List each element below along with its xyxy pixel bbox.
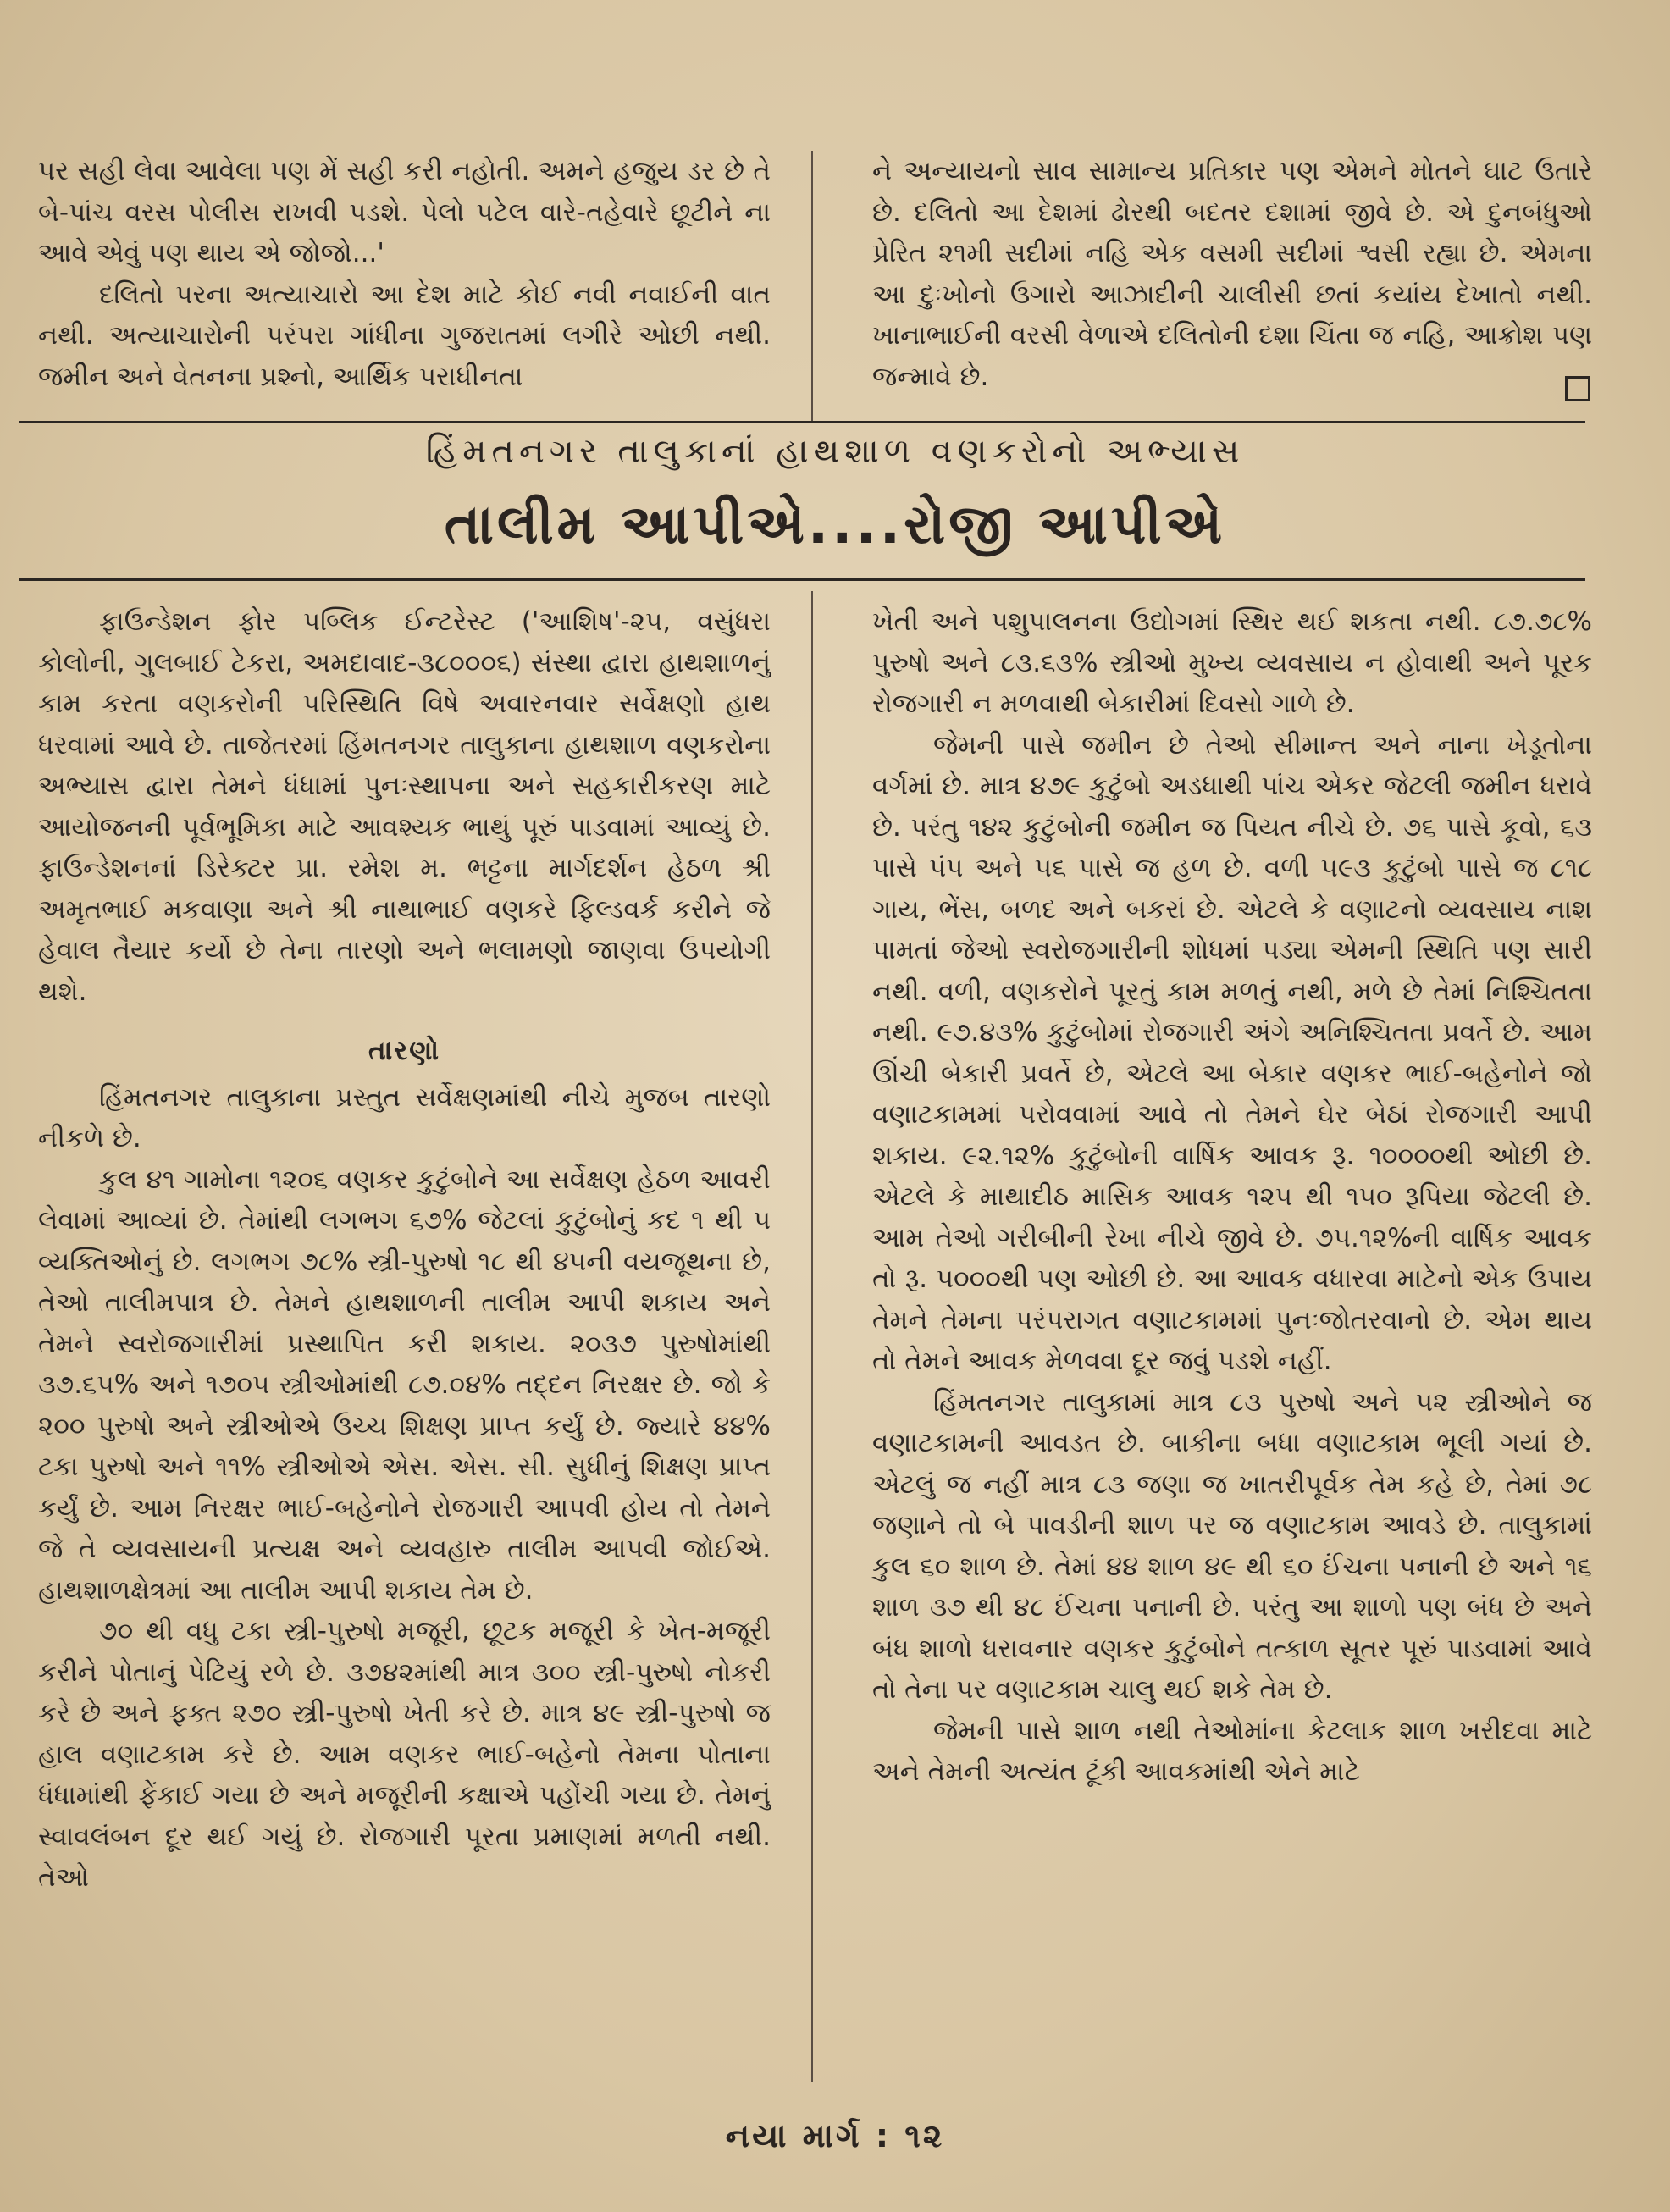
page-footer: નયા માર્ગ : ૧૨ (725, 2117, 945, 2154)
article-paragraph: જેમની પાસે શાળ નથી તેઓમાંના કેટલાક શાળ ખરીદવા માટે અને તેમની અત્યંત ટૂંકી આવકમાંથી એને માટે (872, 1715, 1592, 1787)
findings-paragraph: ૭૦ થી વધુ ટકા સ્ત્રી-પુરુષો મજૂરી, છૂટક મજૂરી કે ખેત-મજૂરી કરીને પોતાનું પેટિયું રળે છે. ૩૭૪૨માંથી માત્ર ૩૦૦ સ્ત્રી-પુરુષો નોકરી કરે છે અને ફક્ત ૨૭૦ સ્ત્રી-પુરુષો ખેતી કરે છે. માત્ર ૪૯ સ્ત્રી-પુરુષો જ હાલ વણાટકામ કરે છે. આમ વણકર ભાઈ-બહેનો તેમના પોતાના ધંધામાંથી ફેંકાઈ ગયા છે અને મજૂરીની કક્ષાએ પહોંચી ગયા છે. તેમનું સ્વાવલંબન દૂર થઈ ગયું છે. રોજગારી પૂરતા પ્રમાણમાં મળતી નથી. તેઓ (38, 1616, 771, 1893)
section-heading: તારણો (368, 1036, 440, 1066)
previous-article-paragraph: પર સહી લેવા આવેલા પણ મેં સહી કરી નહોતી. અમને હજુય ડર છે તે બે-પાંચ વરસ પોલીસ રાખવી પડશે. પેલો પટેલ વારે-તહેવારે છૂટીને ના આવે એવું પણ થાય એ જોજો...' (38, 156, 771, 268)
article-paragraph: ખેતી અને પશુપાલનના ઉદ્યોગમાં સ્થિર થઈ શકતા નથી. ૮૭.૭૮% પુરુષો અને ૮૩.૬૩% સ્ત્રીઓ મુખ્ય વ્યવસાય ન હોવાથી અને પૂરક રોજગારી ન મળવાથી બેકારીમાં દિવસો ગાળે છે. (872, 606, 1592, 719)
column-divider (811, 151, 813, 421)
article-title: તાલીમ આપીએ....રોજી આપીએ (444, 494, 1226, 556)
section-divider (19, 578, 1585, 581)
article-left-column (38, 601, 771, 1899)
article-paragraph: હિંમતનગર તાલુકામાં માત્ર ૮૩ પુરુષો અને ૫૨ સ્ત્રીઓને જ વણાટકામની આવડત છે. બાકીના બધા વણાટકામ ભૂલી ગયાં છે. એટલું જ નહીં માત્ર ૮૩ જણા જ ખાતરીપૂર્વક તેમ કહે છે, તેમાં ૭૮ જણાને તો બે પાવડીની શાળ પર જ વણાટકામ આવડે છે. તાલુકામાં કુલ ૬૦ શાળ છે. તેમાં ૪૪ શાળ ૪૯ થી ૬૦ ઈંચના પનાની છે અને ૧૬ શાળ ૩૭ થી ૪૮ ઈંચના પનાની છે. પરંતુ આ શાળો પણ બંધ છે અને બંધ શાળો ધરાવનાર વણકર કુટુંબોને તત્કાળ સૂતર પૂરું પાડવામાં આવે તો તેના પર વણાટકામ ચાલુ થઈ શકે તેમ છે. (872, 1386, 1592, 1705)
previous-article-right-column (872, 151, 1592, 397)
previous-article-left-column (38, 151, 771, 397)
previous-article-paragraph: દલિતો પરના અત્યાચારો આ દેશ માટે કોઈ નવી નવાઈની વાત નથી. અત્યાચારોની પરંપરા ગાંધીના ગુજરાતમાં લગીરે ઓછી નથી. જમીન અને વેતનના પ્રશ્નો, આર્થિક પરાધીનતા (38, 279, 771, 392)
article-paragraph: ફાઉન્ડેશન ફોર પબ્લિક ઈન્ટરેસ્ટ ('આશિષ'-૨૫, વસુંધરા કોલોની, ગુલબાઈ ટેકરા, અમદાવાદ-૩૮૦૦૦૬) સંસ્થા દ્વારા હાથશાળનું કામ કરતા વણકરોની પરિસ્થિતિ વિષે અવારનવાર સર્વેક્ષણો હાથ ધરવામાં આવે છે. તાજેતરમાં હિંમતનગર તાલુકાના હાથશાળ વણકરોના અભ્યાસ દ્વારા તેમને ધંધામાં પુનઃસ્થાપના અને સહકારીકરણ માટે આયોજનની પૂર્વભૂમિકા માટે આવશ્યક ભાથું પૂરું પાડવામાં આવ્યું છે. ફાઉન્ડેશનનાં ડિરેક્ટર પ્રા. રમેશ મ. ભટ્ટના માર્ગદર્શન હેઠળ શ્રી અમૃતભાઈ મકવાણા અને શ્રી નાથાભાઈ વણકરે ફિલ્ડવર્ક કરીને જે હેવાલ તૈયાર કર્યો છે તેના તારણો અને ભલામણો જાણવા ઉપયોગી થશે. (38, 606, 771, 1007)
section-divider (19, 421, 1585, 423)
previous-article-paragraph: ને અન્યાયનો સાવ સામાન્ય પ્રતિકાર પણ એમને મોતને ઘાટ ઉતારે છે. દલિતો આ દેશમાં ઢોરથી બદતર દશામાં જીવે છે. એ દુનબંધુઓ પ્રેરિત ૨૧મી સદીમાં નહિ એક વસમી સદીમાં શ્વસી રહ્યા છે. એમના આ દુઃખોનો ઉગારો આઝાદીની ચાલીસી છતાં કયાંય દેખાતો નથી. ખાનાભાઈની વરસી વેળાએ દલિતોની દશા ચિંતા જ નહિ, આક્રોશ પણ જન્માવે છે. (872, 156, 1592, 392)
article-subtitle: હિંમતનગર તાલુકાનાં હાથશાળ વણકરોનો અભ્યાસ (425, 432, 1245, 471)
article-end-mark-icon (1565, 376, 1590, 401)
findings-paragraph: હિંમતનગર તાલુકાના પ્રસ્તુત સર્વેક્ષણમાંથી નીચે મુજબ તારણો નીકળે છે. (38, 1081, 771, 1153)
article-right-column (872, 601, 1592, 1793)
column-divider (811, 591, 813, 2082)
findings-paragraph: કુલ ૪૧ ગામોના ૧૨૦૬ વણકર કુટુંબોને આ સર્વેક્ષણ હેઠળ આવરી લેવામાં આવ્યાં છે. તેમાંથી લગભગ ૬૭% જેટલાં કુટુંબોનું કદ ૧ થી ૫ વ્યક્તિઓનું છે. લગભગ ૭૮% સ્ત્રી-પુરુષો ૧૮ થી ૪૫ની વયજૂથના છે, તેઓ તાલીમપાત્ર છે. તેમને હાથશાળની તાલીમ આપી શકાય અને તેમને સ્વરોજગારીમાં પ્રસ્થાપિત કરી શકાય. ૨૦૩૭ પુરુષોમાંથી ૩૭.૬૫% અને ૧૭૦૫ સ્ત્રીઓમાંથી ૮૭.૦૪% તદ્દન નિરક્ષર છે. જો કે ૨૦૦ પુરુષો અને સ્ત્રીઓએ ઉચ્ચ શિક્ષણ પ્રાપ્ત કર્યું છે. જ્યારે ૪૪% ટકા પુરુષો અને ૧૧% સ્ત્રીઓએ એસ. એસ. સી. સુધીનું શિક્ષણ પ્રાપ્ત કર્યું છે. આમ નિરક્ષર ભાઈ-બહેનોને રોજગારી આપવી હોય તો તેમને જે તે વ્યવસાયની પ્રત્યક્ષ અને વ્યવહારુ તાલીમ આપવી જોઈએ. હાથશાળક્ષેત્રમાં આ તાલીમ આપી શકાય તેમ છે. (38, 1164, 771, 1606)
article-paragraph: જેમની પાસે જમીન છે તેઓ સીમાન્ત અને નાના ખેડૂતોના વર્ગમાં છે. માત્ર ૪૭૯ કુટુંબો અડધાથી પાંચ એકર જેટલી જમીન ધરાવે છે. પરંતુ ૧૪૨ કુટુંબોની જમીન જ પિયત નીચે છે. ૭૬ પાસે કૂવો, ૬૩ પાસે પંપ અને ૫૬ પાસે જ હળ છે. વળી ૫૯૩ કુટુંબો પાસે જ ૮૧૮ ગાય, ભેંસ, બળદ અને બકરાં છે. એટલે કે વણાટનો વ્યવસાય નાશ પામતાં જેઓ સ્વરોજગારીની શોધમાં પડ્યા એમની સ્થિતિ પણ સારી નથી. વળી, વણકરોને પૂરતું કામ મળતું નથી, મળે છે તેમાં નિશ્ચિતતા નથી. ૯૭.૪૩% કુટુંબોમાં રોજગારી અંગે અનિશ્ચિતતા પ્રવર્તે છે. આમ ઊંચી બેકારી પ્રવર્તે છે, એટલે આ બેકાર વણકર ભાઈ-બહેનોને જો વણાટકામમાં પરોવવામાં આવે તો તેમને ઘેર બેઠાં રોજગારી આપી શકાય. ૯૨.૧૨% કુટુંબોની વાર્ષિક આવક રૂ. ૧૦૦૦૦થી ઓછી છે. એટલે કે માથાદીઠ માસિક આવક ૧૨૫ થી ૧૫૦ રૂપિયા જેટલી છે. આમ તેઓ ગરીબીની રેખા નીચે જીવે છે. ૭૫.૧૨%ની વાર્ષિક આવક તો રૂ. ૫૦૦૦થી પણ ઓછી છે. આ આવક વધારવા માટેનો એક ઉપાય તેમને તેમના પરંપરાગત વણાટકામમાં પુનઃજોતરવાનો છે. એમ થાય તો તેમને આવક મેળવવા દૂર જવું પડશે નહીં. (872, 729, 1592, 1376)
